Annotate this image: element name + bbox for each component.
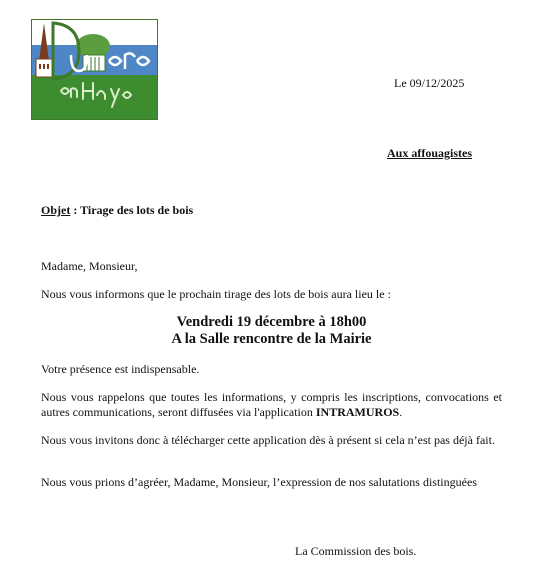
reminder-paragraph [41, 390, 502, 420]
logo-tree [76, 34, 110, 58]
subject-label: Objet [41, 203, 71, 217]
letter-date: Le 09/12/2025 [394, 76, 465, 90]
greeting: Madame, Monsieur, [41, 259, 138, 273]
reminder-text: Nous vous rappelons que toutes les informations, y compris les inscriptions, convocations et autres communications, seront diffusées via l'application [41, 390, 502, 419]
reminder-end: . [399, 405, 403, 419]
logo-emblem [31, 19, 158, 120]
signature: La Commission des bois. [295, 544, 417, 558]
logo-field [32, 75, 157, 119]
closing-paragraph: Nous vous prions d’agréer, Madame, Monsieur, l’expression de nos salutations distinguées [41, 475, 477, 489]
event-date: Vendredi 19 décembre à 18h00 [176, 314, 367, 330]
presence-paragraph: Votre présence est indispensable. [41, 362, 200, 376]
recipient-line: Aux affouagistes [387, 146, 473, 160]
subject-line [41, 203, 193, 218]
event-details [41, 314, 502, 348]
event-location: A la Salle rencontre de la Mairie [171, 331, 372, 347]
town-logo [31, 19, 158, 120]
app-name: INTRAMUROS [315, 405, 400, 419]
intro-paragraph: Nous vous informons que le prochain tirage des lots de bois aura lieu le : [41, 287, 391, 301]
invite-paragraph: Nous vous invitons donc à télécharger cette application dès à présent si cela n’est pas déjà fait. [41, 433, 495, 447]
subject-text: : Tirage des lots de bois [70, 203, 194, 217]
